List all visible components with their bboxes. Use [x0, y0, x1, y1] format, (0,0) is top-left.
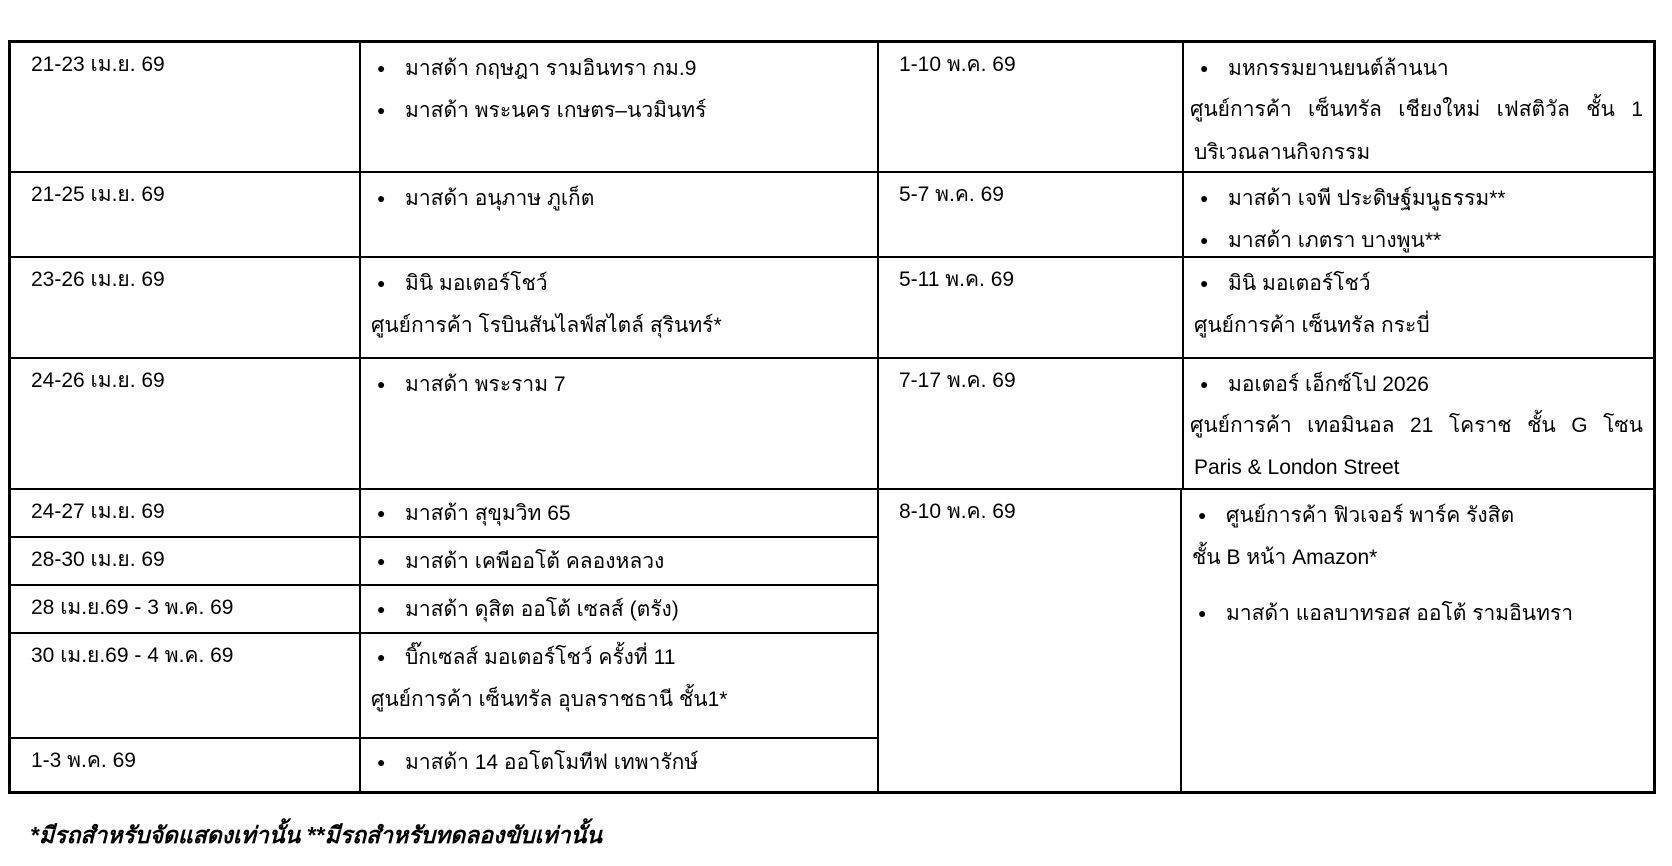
- event-line: [1182, 494, 1653, 536]
- table-row: [11, 43, 1653, 171]
- event-cell: [361, 359, 879, 488]
- bullet-icon: ●: [377, 376, 386, 392]
- events-table: [8, 40, 1656, 794]
- bullet-icon: ●: [1200, 232, 1209, 248]
- event-cell: [1184, 258, 1653, 357]
- event-line: [361, 741, 877, 783]
- date-text: 21-23 เม.ย. 69: [31, 53, 165, 76]
- date-text: 1-10 พ.ค. 69: [899, 53, 1016, 76]
- bullet-icon: ●: [377, 505, 386, 521]
- date-cell: [11, 739, 361, 791]
- date-cell: [11, 43, 361, 171]
- date-cell: [11, 359, 361, 488]
- bullet-icon: ●: [1200, 190, 1209, 206]
- event-line: [361, 262, 877, 304]
- bullet-icon: ●: [377, 275, 386, 291]
- bullet-icon: ●: [1198, 507, 1207, 523]
- event-text: มาสด้า 14 ออโตโมทีฟ เทพารักษ์: [405, 750, 699, 774]
- event-cell: [361, 258, 879, 357]
- event-text: มาสด้า ดุสิต ออโต้ เซลส์ (ตรัง): [405, 597, 679, 621]
- bullet-icon: ●: [1200, 376, 1209, 392]
- date-text: 7-17 พ.ค. 69: [899, 369, 1016, 392]
- event-line: [361, 492, 877, 534]
- event-cell: [361, 43, 879, 171]
- event-detail: ชั้น B หน้า Amazon*: [1192, 545, 1378, 569]
- event-detail: ศูนย์การค้า โรบินสันไลฟ์สไตล์ สุรินทร์*: [371, 313, 722, 337]
- bottom-left-section: [11, 490, 879, 791]
- table-row: [11, 737, 877, 791]
- bullet-icon: ●: [377, 60, 386, 76]
- event-text: มาสด้า กฤษฎา รามอินทรา กม.9: [405, 56, 697, 80]
- event-text: มาสด้า พระนคร เกษตร–นวมินทร์: [405, 98, 707, 122]
- date-text: 24-26 เม.ย. 69: [31, 369, 165, 392]
- event-cell: [1184, 173, 1653, 256]
- event-line: [361, 47, 877, 89]
- bullet-icon: ●: [377, 649, 386, 665]
- event-text: มินิ มอเตอร์โชว์: [405, 271, 548, 295]
- event-text: มาสด้า เจพี ประดิษฐ์มนูธรรม**: [1228, 186, 1506, 210]
- date-text: 23-26 เม.ย. 69: [31, 268, 165, 291]
- date-cell: [11, 586, 361, 632]
- event-line: [361, 89, 877, 131]
- event-text: มินิ มอเตอร์โชว์: [1228, 271, 1371, 295]
- date-text: 8-10 พ.ค. 69: [899, 500, 1016, 523]
- table-row: [11, 584, 877, 632]
- footnote: *มีรถสำหรับจัดแสดงเท่านั้น **มีรถสำหรับทดลองขับเท่านั้น: [30, 822, 603, 848]
- event-text: มาสด้า เภตรา บางพูน**: [1228, 228, 1442, 252]
- date-text: 1-3 พ.ค. 69: [31, 749, 136, 772]
- date-cell: [11, 258, 361, 357]
- bullet-icon: ●: [1198, 605, 1207, 621]
- event-cell: [361, 739, 877, 791]
- date-text: 24-27 เม.ย. 69: [31, 500, 165, 523]
- event-cell: [1184, 43, 1653, 171]
- bullet-icon: ●: [1200, 275, 1209, 291]
- event-detail: ศูนย์การค้า เซ็นทรัล กระบี่: [1194, 313, 1430, 337]
- bottom-right-section: [879, 490, 1653, 791]
- date-text: 5-11 พ.ค. 69: [899, 268, 1015, 291]
- date-cell: [879, 490, 1182, 791]
- table-row: [11, 171, 1653, 256]
- event-line: [1184, 363, 1653, 405]
- event-detail: บริเวณลานกิจกรรม: [1194, 140, 1371, 164]
- date-cell: [879, 173, 1184, 256]
- event-text: มาสด้า สุขุมวิท 65: [405, 501, 571, 525]
- bullet-icon: ●: [377, 553, 386, 569]
- date-cell: [11, 538, 361, 584]
- date-cell: [11, 490, 361, 536]
- event-cell: [1182, 490, 1653, 791]
- table-row: [11, 357, 1653, 488]
- event-line: [1184, 219, 1653, 256]
- table-row: [11, 536, 877, 584]
- event-cell: [361, 173, 879, 256]
- event-line: [361, 177, 877, 219]
- event-cell: [361, 490, 877, 536]
- event-line: [1184, 177, 1653, 219]
- date-text: 21-25 เม.ย. 69: [31, 183, 165, 206]
- date-cell: [11, 634, 361, 737]
- event-line: [361, 588, 877, 630]
- date-cell: [879, 258, 1184, 357]
- event-detail: Paris & London Street: [1194, 456, 1400, 479]
- table-row: [11, 256, 1653, 357]
- date-cell: [11, 173, 361, 256]
- table-row: [11, 490, 877, 536]
- event-line: [1184, 47, 1653, 89]
- event-text: มาสด้า พระราม 7: [405, 372, 566, 396]
- bullet-icon: ●: [1200, 60, 1209, 76]
- table-bottom-band: [11, 488, 1653, 791]
- event-text: ศูนย์การค้า ฟิวเจอร์ พาร์ค รังสิต: [1226, 503, 1515, 527]
- event-cell: [361, 538, 877, 584]
- event-detail: ศูนย์การค้า เทอมินอล 21 โคราช ชั้น G โซน: [1190, 414, 1643, 437]
- event-line: [1184, 262, 1653, 304]
- bullet-icon: ●: [377, 190, 386, 206]
- date-cell: [879, 359, 1184, 488]
- event-cell: [1184, 359, 1653, 488]
- event-line: [361, 363, 877, 405]
- event-text: บิ๊กเซลส์ มอเตอร์โชว์ ครั้งที่ 11: [405, 645, 676, 669]
- date-text: 28-30 เม.ย. 69: [31, 548, 165, 571]
- date-text: 30 เม.ย.69 - 4 พ.ค. 69: [31, 644, 234, 667]
- event-line: [1182, 592, 1653, 634]
- date-cell: [879, 43, 1184, 171]
- table-row: [11, 632, 877, 737]
- bullet-icon: ●: [377, 754, 386, 770]
- bullet-icon: ●: [377, 601, 386, 617]
- event-cell: [361, 586, 877, 632]
- event-line: [361, 636, 877, 678]
- event-detail: ศูนย์การค้า เซ็นทรัล เชียงใหม่ เฟสติวัล ชั้น 1: [1190, 98, 1643, 121]
- date-text: 28 เม.ย.69 - 3 พ.ค. 69: [31, 596, 234, 619]
- event-line: [361, 540, 877, 582]
- date-text: 5-7 พ.ค. 69: [899, 183, 1004, 206]
- event-text: มหกรรมยานยนต์ล้านนา: [1228, 56, 1449, 80]
- event-text: มาสด้า อนุภาษ ภูเก็ต: [405, 186, 595, 210]
- bullet-icon: ●: [377, 102, 386, 118]
- event-detail: ศูนย์การค้า เซ็นทรัล อุบลราชธานี ชั้น1*: [371, 687, 728, 711]
- event-text: มาสด้า แอลบาทรอส ออโต้ รามอินทรา: [1226, 601, 1574, 625]
- event-text: มาสด้า เคพีออโต้ คลองหลวง: [405, 549, 665, 573]
- event-text: มอเตอร์ เอ็กซ์โป 2026: [1228, 372, 1429, 396]
- event-cell: [361, 634, 877, 737]
